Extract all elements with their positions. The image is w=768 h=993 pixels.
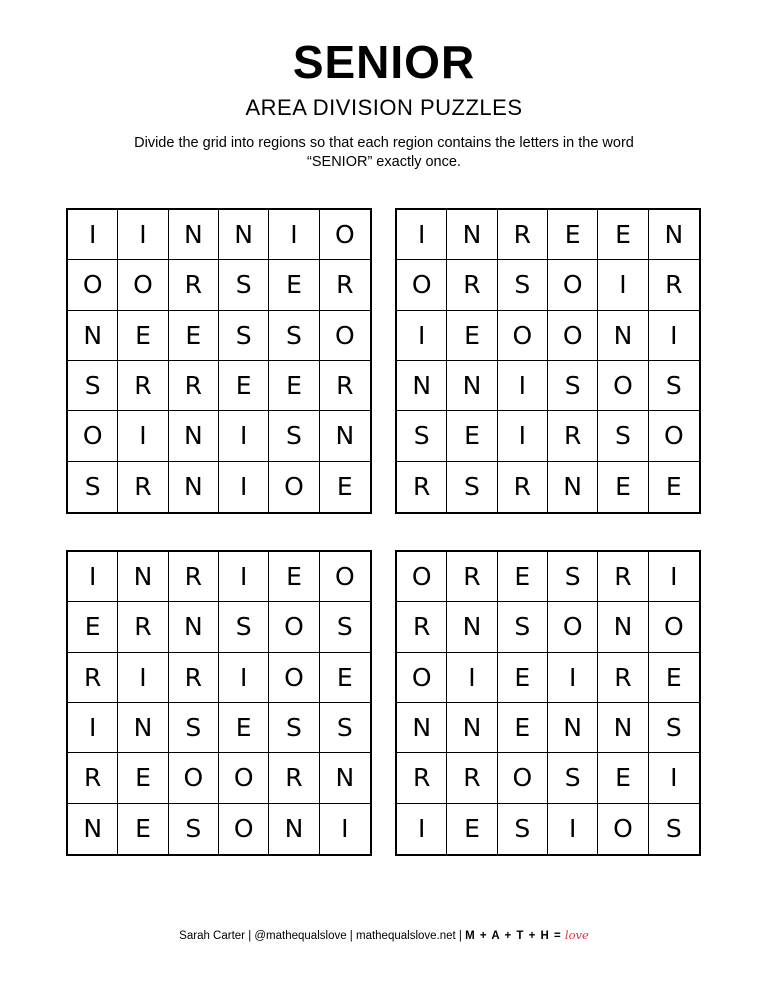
grid-cell[interactable]: R (68, 753, 118, 803)
grid-cell[interactable]: I (649, 311, 699, 361)
grid-cell[interactable]: I (498, 361, 548, 411)
grid-cell[interactable]: S (68, 462, 118, 512)
grid-cell[interactable]: O (320, 311, 370, 361)
grid-cell[interactable]: E (269, 552, 319, 602)
puzzle-grid-4 (395, 550, 701, 856)
grid-cell[interactable]: E (68, 602, 118, 652)
grid-cell[interactable]: E (320, 653, 370, 703)
grid-cell[interactable]: O (548, 602, 598, 652)
grid-cell[interactable]: N (447, 361, 497, 411)
grid-cell[interactable]: N (169, 462, 219, 512)
grid-cell[interactable]: N (269, 804, 319, 854)
grid-cell[interactable]: E (598, 462, 648, 512)
grid-cell[interactable]: N (598, 311, 648, 361)
grid-cell[interactable]: I (118, 411, 168, 461)
grid-cell[interactable]: E (269, 260, 319, 310)
grid-cell[interactable]: R (397, 602, 447, 652)
grid-cell[interactable]: R (169, 552, 219, 602)
grid-cell[interactable]: R (649, 260, 699, 310)
grid-cell[interactable]: S (498, 804, 548, 854)
grid-cell[interactable]: S (219, 602, 269, 652)
grid-cell[interactable]: E (269, 361, 319, 411)
grid-cell[interactable]: S (498, 260, 548, 310)
grid-cell[interactable]: N (68, 804, 118, 854)
grid-cell[interactable]: O (397, 653, 447, 703)
instructions-text: Divide the grid into regions so that each region contains the letters in the word “SENIOR” exactly once. (134, 135, 634, 170)
grid-cell[interactable]: R (269, 753, 319, 803)
grid-cell[interactable]: O (219, 804, 269, 854)
grid-cell[interactable]: R (169, 260, 219, 310)
grid-cell[interactable]: R (598, 552, 648, 602)
grid-cell[interactable]: E (598, 210, 648, 260)
grid-cell[interactable]: O (269, 653, 319, 703)
grid-cell[interactable]: N (598, 703, 648, 753)
grid-cell[interactable]: S (320, 703, 370, 753)
grid-cell[interactable]: R (118, 462, 168, 512)
grid-cell[interactable]: I (219, 653, 269, 703)
grid-cell[interactable]: S (397, 411, 447, 461)
grid-cell[interactable]: I (548, 653, 598, 703)
grid-cell[interactable]: E (598, 753, 648, 803)
grid-cell[interactable]: R (118, 361, 168, 411)
grid-cell[interactable]: N (169, 602, 219, 652)
grid-cell[interactable]: O (548, 260, 598, 310)
grid-cell[interactable]: O (498, 753, 548, 803)
grid-cell[interactable]: I (68, 210, 118, 260)
grid-cell[interactable]: R (447, 753, 497, 803)
grid-cell[interactable]: O (320, 552, 370, 602)
grid-cell[interactable]: R (118, 602, 168, 652)
grid-cell[interactable]: E (169, 311, 219, 361)
footer (0, 927, 768, 944)
grid-cell[interactable]: R (548, 411, 598, 461)
grid-cell[interactable]: O (397, 260, 447, 310)
puzzle-grid-3 (66, 550, 372, 856)
grid-cell[interactable]: I (68, 703, 118, 753)
grid-cell[interactable]: I (548, 804, 598, 854)
grid-cell[interactable]: N (169, 411, 219, 461)
grid-cell[interactable]: I (498, 411, 548, 461)
puzzle-grid-1 (66, 208, 372, 514)
grid-cell[interactable]: N (649, 210, 699, 260)
grid-cell[interactable]: I (397, 804, 447, 854)
grid-cell[interactable]: N (548, 462, 598, 512)
grid-cell[interactable]: R (498, 210, 548, 260)
grid-cell[interactable]: I (598, 260, 648, 310)
puzzle-grid-2 (395, 208, 701, 514)
grid-cell[interactable]: I (118, 210, 168, 260)
grid-cell[interactable]: O (548, 311, 598, 361)
grid-cell[interactable]: E (118, 311, 168, 361)
grid-cell[interactable]: O (498, 311, 548, 361)
grid-cell[interactable]: I (118, 653, 168, 703)
grid-cell[interactable]: S (219, 260, 269, 310)
grid-cell[interactable]: I (397, 210, 447, 260)
grid-cell[interactable]: O (68, 411, 118, 461)
grid-cell[interactable]: N (320, 411, 370, 461)
grid-cell[interactable]: S (498, 602, 548, 652)
grid-cell[interactable]: E (118, 804, 168, 854)
grid-cell[interactable]: I (219, 462, 269, 512)
grid-cell[interactable]: I (219, 552, 269, 602)
grid-cell[interactable]: N (397, 703, 447, 753)
grid-cell[interactable]: R (598, 653, 648, 703)
grid-cell[interactable]: O (219, 753, 269, 803)
grid-cell[interactable]: R (68, 653, 118, 703)
grid-cell[interactable]: R (447, 552, 497, 602)
grid-cell[interactable]: S (548, 552, 598, 602)
grid-cell[interactable]: I (649, 753, 699, 803)
grid-cell[interactable]: R (397, 753, 447, 803)
grid-cell[interactable]: E (219, 703, 269, 753)
grid-cell[interactable]: I (341, 814, 349, 844)
grid-cell[interactable]: O (118, 260, 168, 310)
grid-cell[interactable]: S (269, 411, 319, 461)
grid-cell[interactable]: S (447, 462, 497, 512)
grid-cell[interactable]: N (548, 703, 598, 753)
grid-cell[interactable]: N (447, 602, 497, 652)
grid-cell[interactable]: R (320, 260, 370, 310)
grid-cell[interactable]: E (219, 361, 269, 411)
grid-cell[interactable]: S (548, 361, 598, 411)
grid-cell[interactable]: R (397, 462, 447, 512)
grid-cell[interactable]: S (598, 411, 648, 461)
grid-cell[interactable]: N (118, 703, 168, 753)
grid-cell[interactable]: O (320, 210, 370, 260)
grid-cell[interactable]: O (68, 260, 118, 310)
grid-cell[interactable]: S (548, 753, 598, 803)
grid-cell[interactable]: N (447, 703, 497, 753)
footer-credits: Sarah Carter | @mathequalslove | mathequalslove.net | (179, 930, 462, 942)
grid-cell[interactable]: I (269, 210, 319, 260)
grid-cell[interactable]: I (397, 311, 447, 361)
page-subtitle: AREA DIVISION PUZZLES (245, 95, 523, 120)
grid-cell[interactable]: E (498, 653, 548, 703)
grid-cell[interactable]: S (320, 602, 370, 652)
grid-cell[interactable]: N (68, 311, 118, 361)
grid-cell[interactable]: S (68, 361, 118, 411)
grid-cell[interactable]: N (447, 210, 497, 260)
grid-cell[interactable]: E (447, 411, 497, 461)
grid-cell[interactable]: E (336, 472, 353, 502)
grid-cell[interactable]: N (219, 210, 269, 260)
grid-cell[interactable]: O (649, 411, 699, 461)
grid-cell[interactable]: E (447, 804, 497, 854)
grid-cell[interactable]: O (269, 602, 319, 652)
grid-cell[interactable]: E (649, 653, 699, 703)
grid-cell[interactable]: E (447, 311, 497, 361)
grid-cell[interactable]: N (598, 602, 648, 652)
grid-cell[interactable]: N (118, 552, 168, 602)
grid-cell[interactable]: E (548, 210, 598, 260)
grid-cell[interactable]: I (649, 552, 699, 602)
grid-cell[interactable]: O (269, 462, 319, 512)
grid-cell[interactable]: R (169, 653, 219, 703)
grid-cell[interactable]: S (219, 311, 269, 361)
footer-brand: M + A + T + H = (465, 930, 562, 942)
grid-cell[interactable]: S (269, 311, 319, 361)
grid-cell[interactable]: E (665, 472, 682, 502)
grid-cell[interactable]: E (498, 703, 548, 753)
grid-cell[interactable]: I (447, 653, 497, 703)
grid-cell[interactable]: S (649, 361, 699, 411)
page-title: SENIOR (292, 36, 476, 88)
grid-cell[interactable]: R (447, 260, 497, 310)
grid-cell[interactable]: N (397, 361, 447, 411)
grid-cell[interactable]: I (68, 552, 118, 602)
grid-cell[interactable]: I (219, 411, 269, 461)
grid-cell[interactable]: S (169, 804, 219, 854)
grid-cell[interactable]: O (397, 552, 447, 602)
grid-cell[interactable]: O (169, 753, 219, 803)
grid-cell[interactable]: O (598, 361, 648, 411)
grid-cell[interactable]: E (498, 552, 548, 602)
grid-cell[interactable]: R (320, 361, 370, 411)
grid-cell[interactable]: N (169, 210, 219, 260)
grid-cell[interactable]: E (118, 753, 168, 803)
grid-cell[interactable]: S (169, 703, 219, 753)
grid-cell[interactable]: S (269, 703, 319, 753)
grid-cell[interactable]: O (649, 602, 699, 652)
grid-cell[interactable]: O (598, 804, 648, 854)
grid-cell[interactable]: R (498, 462, 548, 512)
grid-cell[interactable]: S (649, 703, 699, 753)
footer-love-logo: love (564, 928, 589, 942)
grid-cell[interactable]: N (320, 753, 370, 803)
grid-cell[interactable]: R (169, 361, 219, 411)
grid-cell[interactable]: S (665, 814, 682, 844)
